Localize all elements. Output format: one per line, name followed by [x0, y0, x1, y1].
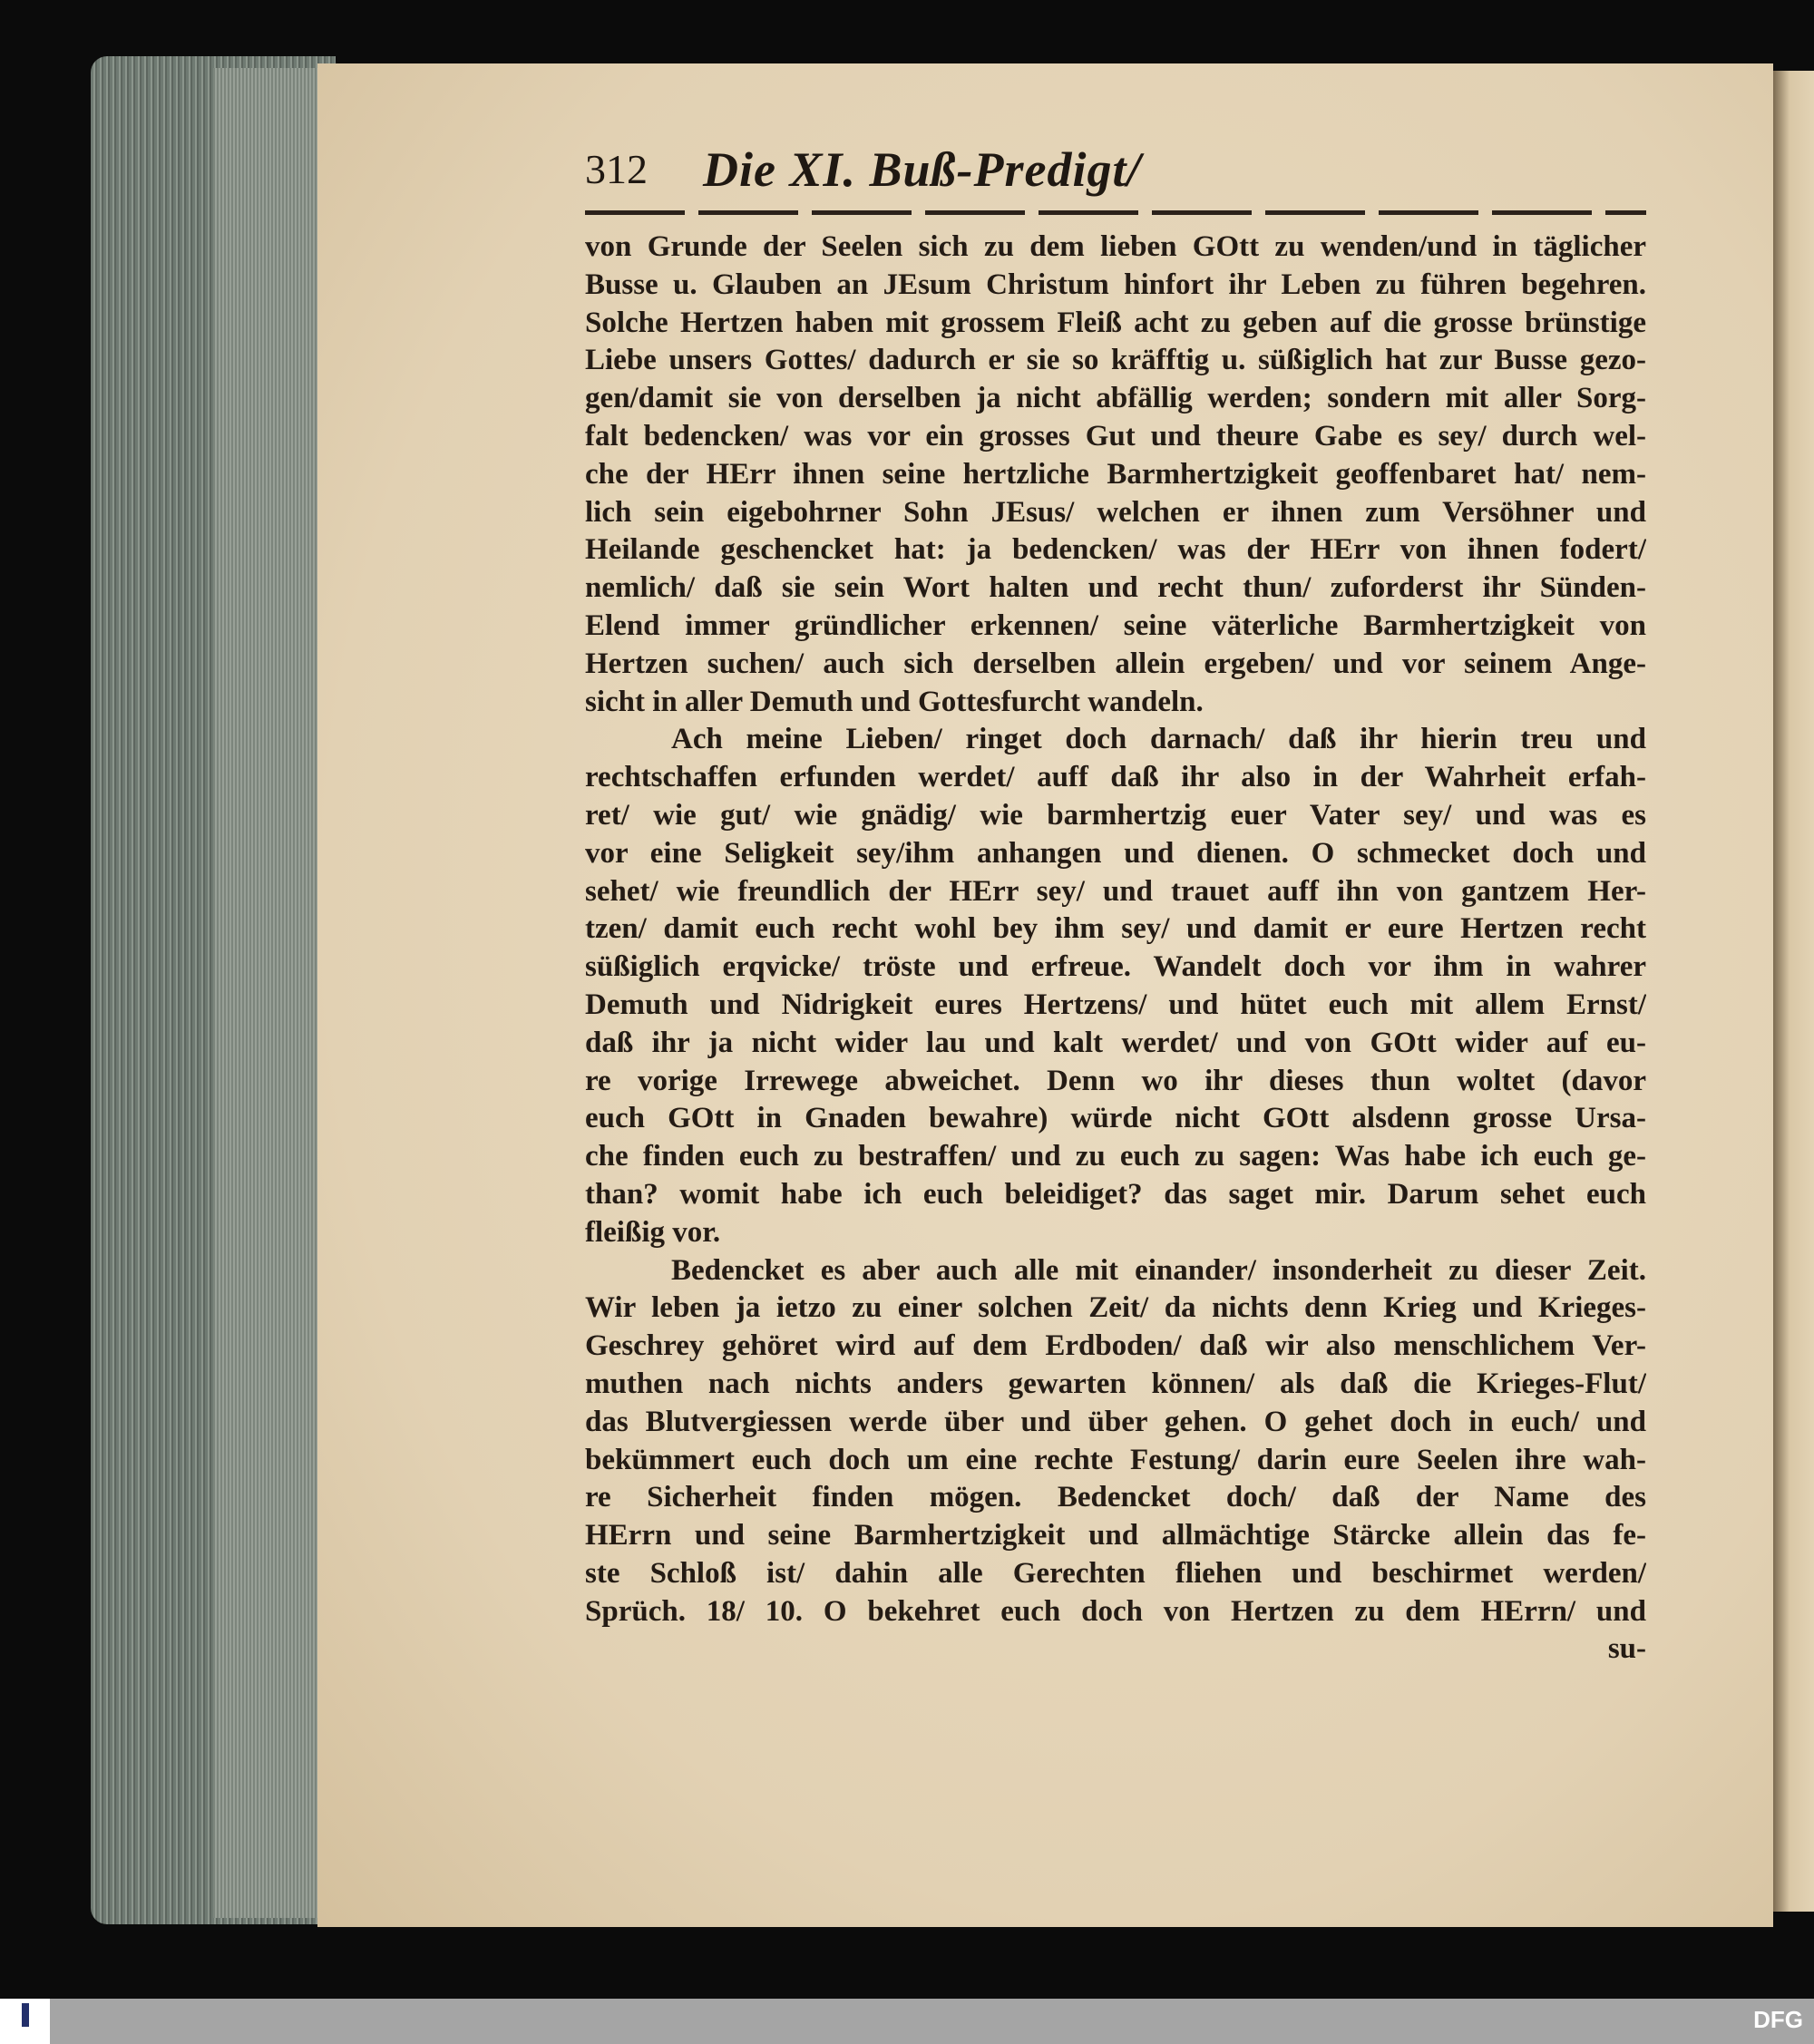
text-line: muthen nach nichts anders gewarten können/ als daß die Krieges-Flut/: [585, 1367, 1646, 1400]
text-line: tzen/ damit euch recht wohl bey ihm sey/ und damit er eure Hertzen recht: [585, 912, 1646, 946]
text-line: falt bedencken/ was vor ein grosses Gut und theure Gabe es sey/ durch wel-: [585, 419, 1646, 453]
text-line: sicht in aller Demuth und Gottesfurcht wandeln.: [585, 685, 1204, 718]
text-line: lich sein eigebohrner Sohn JEsus/ welchen er ihnen zum Versöhner und: [585, 495, 1646, 529]
book-page-edges-inner: [213, 68, 322, 1918]
text-line: Demuth und Nidrigkeit eures Hertzens/ und hütet euch mit allem Ernst/: [585, 988, 1646, 1021]
text-line: re vorige Irrewege abweichet. Denn wo ihr dieses thun woltet (davor: [585, 1064, 1646, 1097]
text-line: Busse u. Glauben an JEsum Christum hinfort ihr Leben zu führen begehren.: [585, 268, 1646, 301]
text-line: than? womit habe ich euch beleidiget? das saget mir. Darum sehet euch: [585, 1177, 1646, 1211]
text-line: ste Schloß ist/ dahin alle Gerechten fliehen und beschirmet werden/: [585, 1556, 1646, 1590]
text-line: bekümmert euch doch um eine rechte Festung/ darin eure Seelen ihre wah-: [585, 1443, 1646, 1476]
text-line: HErrn und seine Barmhertzigkeit und allmächtige Stärcke allein das fe-: [585, 1519, 1646, 1552]
text-line: Hertzen suchen/ auch sich derselben allein ergeben/ und vor seinem Ange-: [585, 647, 1646, 680]
text-line: Bedencket es aber auch alle mit einander/ insonderheit zu dieser Zeit.: [671, 1253, 1646, 1287]
text-line: ret/ wie gut/ wie gnädig/ wie barmhertzig euer Vater sey/ und was es: [585, 798, 1646, 832]
text-line: sehet/ wie freundlich der HErr sey/ und trauet auff ihn von gantzem Her-: [585, 874, 1646, 908]
running-title: Die XI. Buß-Predigt/: [703, 142, 1142, 197]
catchword: su-: [1607, 1632, 1646, 1666]
dfg-logo: DFG: [1753, 2006, 1803, 2033]
header-rule: [585, 210, 1646, 215]
text-line: Solche Hertzen haben mit grossem Fleiß acht zu geben auf die grosse brünstige: [585, 306, 1646, 339]
text-line: vor eine Seligkeit sey/ihm anhangen und dienen. O schmecket doch und: [585, 836, 1646, 870]
text-line: fleißig vor.: [585, 1215, 721, 1249]
text-line: Heilande geschencket hat: ja bedencken/ was der HErr von ihnen fodert/: [585, 533, 1646, 567]
text-line: Wir leben ja ietzo zu einer solchen Zeit/ da nichts denn Krieg und Krieges-: [585, 1291, 1646, 1325]
text-line: rechtschaffen erfunden werdet/ auff daß ihr also in der Wahrheit erfah-: [585, 761, 1646, 794]
page-number: 312: [585, 146, 648, 192]
logo-figure-icon: [22, 2003, 29, 2027]
text-line: Liebe unsers Gottes/ dadurch er sie so kräfftig u. süßiglich hat zur Busse gezo-: [585, 344, 1646, 377]
text-line: Geschrey gehöret wird auf dem Erdboden/ daß wir also menschlichem Ver-: [585, 1329, 1646, 1363]
text-line: Ach meine Lieben/ ringet doch darnach/ daß ihr hierin treu und: [671, 723, 1646, 756]
page-text: [585, 229, 1646, 1669]
text-line: euch GOtt in Gnaden bewahre) würde nicht GOtt alsdenn grosse Ursa-: [585, 1102, 1646, 1135]
text-line: Sprüch. 18/ 10. O bekehret euch doch von Hertzen zu dem HErrn/ und: [585, 1594, 1646, 1628]
text-line: das Blutvergiessen werde über und über gehen. O gehet doch in euch/ und: [585, 1405, 1646, 1438]
text-line: süßiglich erqvicke/ tröste und erfreue. Wandelt doch vor ihm in wahrer: [585, 950, 1646, 984]
franckesche-stiftungen-logo[interactable]: [0, 1999, 50, 2044]
page-header: [585, 142, 1646, 200]
text-line: daß ihr ja nicht wider lau und kalt werdet/ und von GOtt wider auf eu-: [585, 1026, 1646, 1059]
viewer-footer: [0, 1999, 1814, 2044]
facing-page-edge: [1773, 71, 1814, 1912]
text-line: von Grunde der Seelen sich zu dem lieben GOtt zu wenden/und in täglicher: [585, 230, 1646, 263]
text-line: re Sicherheit finden mögen. Bedencket doch/ daß der Name des: [585, 1481, 1646, 1514]
text-line: che finden euch zu bestraffen/ und zu euch zu sagen: Was habe ich euch ge-: [585, 1140, 1646, 1173]
text-line: nemlich/ daß sie sein Wort halten und recht thun/ zuforderst ihr Sünden-: [585, 571, 1646, 605]
text-line: gen/damit sie von derselben ja nicht abfällig werden; sondern mit aller Sorg-: [585, 382, 1646, 415]
text-line: Elend immer gründlicher erkennen/ seine väterliche Barmhertzigkeit von: [585, 608, 1646, 642]
text-line: che der HErr ihnen seine hertzliche Barmhertzigkeit geoffenbaret hat/ nem-: [585, 457, 1646, 491]
